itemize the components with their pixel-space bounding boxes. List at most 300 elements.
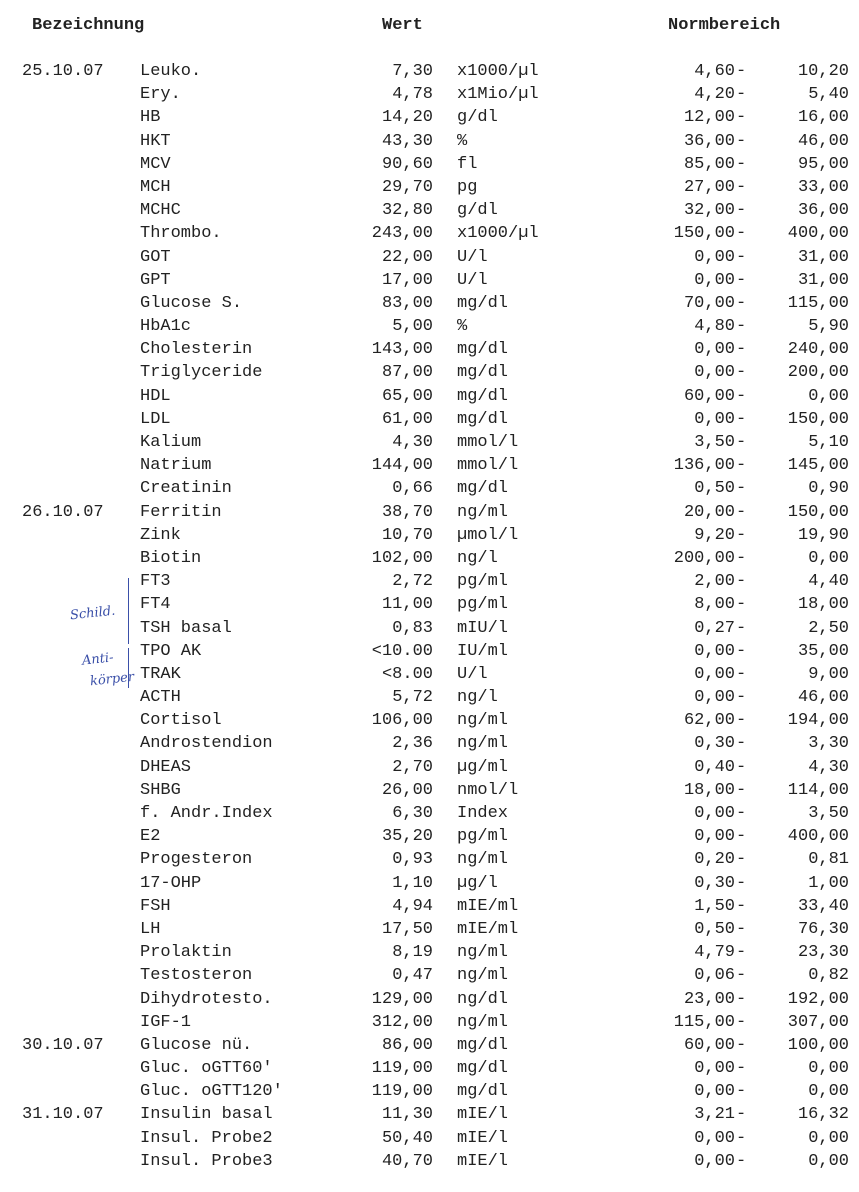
row-range-high: 400,00 [787, 827, 849, 847]
row-range-high: 150,00 [787, 409, 849, 429]
table-row [0, 779, 859, 802]
row-range-low: 0,00 [694, 363, 735, 383]
row-range-low: 0,00 [694, 827, 735, 847]
row-range-separator: - [736, 1151, 747, 1171]
row-unit: mg/dl [457, 340, 509, 360]
row-value: 17,50 [381, 919, 433, 939]
row-unit: mIU/l [457, 618, 509, 638]
row-unit: fl [457, 154, 478, 174]
row-range-high: 307,00 [787, 1012, 849, 1032]
row-range-low: 1,50 [694, 896, 735, 916]
table-row [0, 130, 859, 153]
table-row [0, 408, 859, 431]
row-name: Creatinin [140, 479, 232, 499]
row-unit: ng/ml [457, 1012, 509, 1032]
table-row [0, 269, 859, 292]
row-value: 22,00 [381, 247, 433, 267]
handwritten-bracket-thyroid [128, 578, 129, 644]
table-row [0, 454, 859, 477]
table-row [0, 524, 859, 547]
row-value: 11,00 [381, 595, 433, 615]
row-range-separator: - [736, 572, 747, 592]
row-unit: mg/dl [457, 1059, 509, 1079]
row-range-low: 0,20 [694, 850, 735, 870]
row-value: <8.00 [381, 664, 433, 684]
row-range-low: 32,00 [683, 201, 735, 221]
header-name: Bezeichnung [32, 16, 145, 35]
row-range-high: 0,00 [808, 548, 849, 568]
row-range-separator: - [736, 873, 747, 893]
row-name: HbA1c [140, 317, 192, 337]
row-name: Cortisol [140, 711, 222, 731]
row-range-high: 4,40 [808, 572, 849, 592]
row-range-separator: - [736, 548, 747, 568]
row-range-low: 0,27 [694, 618, 735, 638]
row-range-separator: - [736, 293, 747, 313]
row-range-low: 60,00 [683, 386, 735, 406]
row-value: 129,00 [371, 989, 433, 1009]
row-range-separator: - [736, 688, 747, 708]
row-range-high: 3,50 [808, 804, 849, 823]
row-unit: U/l [457, 270, 488, 290]
row-range-low: 4,20 [694, 85, 735, 105]
row-range-low: 0,30 [694, 734, 735, 754]
row-name: TSH basal [140, 618, 232, 638]
row-range-separator: - [736, 270, 747, 290]
header-range: Normbereich [668, 16, 781, 35]
table-row [0, 1034, 859, 1057]
row-unit: ng/l [457, 548, 498, 568]
row-range-high: 2,50 [808, 618, 849, 638]
row-range-separator: - [736, 108, 747, 128]
table-row [0, 106, 859, 129]
table-row [0, 941, 859, 964]
row-unit: mmol/l [457, 456, 519, 476]
row-unit: mIE/l [457, 1105, 509, 1125]
table-row [0, 872, 859, 895]
row-value: 14,20 [381, 108, 433, 128]
row-range-low: 27,00 [683, 177, 735, 197]
row-name: SHBG [140, 780, 181, 800]
row-name: MCHC [140, 201, 181, 221]
row-range-low: 8,00 [694, 595, 735, 615]
row-value: 8,19 [392, 943, 433, 963]
row-name: HDL [140, 386, 171, 406]
row-value: 106,00 [371, 711, 433, 731]
row-range-separator: - [736, 618, 747, 638]
row-unit: mIE/l [457, 1151, 509, 1171]
row-range-low: 200,00 [673, 548, 735, 568]
row-range-separator: - [736, 62, 747, 81]
table-row [0, 709, 859, 732]
row-unit: pg/ml [457, 572, 509, 592]
row-value: 65,00 [381, 386, 433, 406]
row-unit: ng/ml [457, 966, 509, 986]
row-range-separator: - [736, 1082, 747, 1102]
row-unit: µmol/l [457, 525, 519, 545]
row-name: FT3 [140, 572, 171, 592]
row-range-low: 0,06 [694, 966, 735, 986]
row-range-high: 0,90 [808, 479, 849, 499]
row-range-separator: - [736, 966, 747, 986]
table-row [0, 83, 859, 106]
row-unit: mmol/l [457, 433, 519, 452]
row-name: Glucose S. [140, 293, 243, 313]
row-range-high: 16,32 [797, 1105, 849, 1125]
row-range-low: 0,40 [694, 757, 735, 777]
row-name: Progesteron [140, 850, 253, 870]
row-range-high: 36,00 [797, 201, 849, 221]
row-range-low: 3,50 [694, 433, 735, 452]
row-value: 7,30 [392, 62, 433, 81]
row-range-high: 115,00 [787, 293, 849, 313]
table-row [0, 732, 859, 755]
row-range-separator: - [736, 780, 747, 800]
table-row [0, 1011, 859, 1034]
row-range-high: 0,00 [808, 1128, 849, 1148]
row-value: 40,70 [381, 1151, 433, 1171]
row-range-separator: - [736, 1035, 747, 1055]
row-value: 10,70 [381, 525, 433, 545]
row-value: 4,30 [392, 433, 433, 452]
row-range-separator: - [736, 1012, 747, 1032]
row-unit: mg/dl [457, 363, 509, 383]
row-range-high: 200,00 [787, 363, 849, 383]
row-range-high: 192,00 [787, 989, 849, 1009]
row-name: IGF-1 [140, 1012, 192, 1032]
row-value: 243,00 [371, 224, 433, 244]
row-range-low: 18,00 [683, 780, 735, 800]
row-unit: mg/dl [457, 1082, 509, 1102]
handwritten-note-antibody-2: körper [89, 669, 135, 690]
row-range-high: 400,00 [787, 224, 849, 244]
row-name: Triglyceride [140, 363, 263, 383]
table-row [0, 222, 859, 245]
table-row [0, 825, 859, 848]
row-range-separator: - [736, 711, 747, 731]
table-row [0, 431, 859, 454]
table-row [0, 361, 859, 384]
row-range-separator: - [736, 502, 747, 522]
row-range-separator: - [736, 850, 747, 870]
row-date: 30.10.07 [22, 1035, 104, 1055]
row-name: Ery. [140, 85, 181, 105]
table-row [0, 246, 859, 269]
row-range-low: 70,00 [683, 293, 735, 313]
row-value: 90,60 [381, 154, 433, 174]
table-row [0, 756, 859, 779]
row-value: 83,00 [381, 293, 433, 313]
row-range-separator: - [736, 340, 747, 360]
row-name: Gluc. oGTT60' [140, 1059, 273, 1079]
row-range-separator: - [736, 734, 747, 754]
row-name: Kalium [140, 433, 202, 452]
row-unit: ng/ml [457, 734, 509, 754]
row-range-separator: - [736, 1105, 747, 1125]
row-range-low: 0,00 [694, 247, 735, 267]
row-range-low: 62,00 [683, 711, 735, 731]
row-range-separator: - [736, 154, 747, 174]
row-name: Ferritin [140, 502, 222, 522]
row-name: Insul. Probe2 [140, 1128, 273, 1148]
row-range-low: 0,00 [694, 340, 735, 360]
row-range-low: 150,00 [673, 224, 735, 244]
table-row [0, 686, 859, 709]
row-unit: x1Mio/µl [457, 85, 539, 105]
row-value: 86,00 [381, 1035, 433, 1055]
row-range-high: 145,00 [787, 456, 849, 476]
row-range-high: 0,00 [808, 1059, 849, 1079]
row-range-separator: - [736, 363, 747, 383]
row-name: 17-OHP [140, 873, 202, 893]
row-range-high: 76,30 [797, 919, 849, 939]
row-range-high: 16,00 [797, 108, 849, 128]
row-name: Insul. Probe3 [140, 1151, 273, 1171]
row-value: 26,00 [381, 780, 433, 800]
table-row [0, 501, 859, 524]
row-range-separator: - [736, 247, 747, 267]
table-row [0, 1080, 859, 1103]
row-name: MCH [140, 177, 171, 197]
row-value: 0,93 [392, 850, 433, 870]
table-row [0, 918, 859, 941]
row-name: E2 [140, 827, 161, 847]
row-name: Androstendion [140, 734, 273, 754]
row-name: HB [140, 108, 161, 128]
row-unit: mg/dl [457, 386, 509, 406]
row-range-separator: - [736, 525, 747, 545]
row-unit: pg/ml [457, 827, 509, 847]
row-name: FT4 [140, 595, 171, 615]
row-range-high: 31,00 [797, 270, 849, 290]
row-range-high: 0,00 [808, 386, 849, 406]
row-unit: mg/dl [457, 409, 509, 429]
row-value: 1,10 [392, 873, 433, 893]
table-row [0, 60, 859, 83]
row-name: GPT [140, 270, 171, 290]
table-row [0, 315, 859, 338]
row-range-high: 46,00 [797, 688, 849, 708]
row-range-high: 5,40 [808, 85, 849, 105]
row-range-low: 9,20 [694, 525, 735, 545]
row-unit: ng/ml [457, 711, 509, 731]
row-range-low: 0,00 [694, 1151, 735, 1171]
row-value: 29,70 [381, 177, 433, 197]
table-row [0, 199, 859, 222]
table-row [0, 292, 859, 315]
row-unit: ng/ml [457, 850, 509, 870]
row-range-high: 10,20 [797, 62, 849, 81]
table-row [0, 385, 859, 408]
row-unit: IU/ml [457, 641, 509, 661]
row-unit: x1000/µl [457, 224, 539, 244]
row-unit: µg/l [457, 873, 498, 893]
row-name: Glucose nü. [140, 1035, 253, 1055]
row-range-high: 0,82 [808, 966, 849, 986]
row-date: 25.10.07 [22, 62, 104, 81]
table-row [0, 895, 859, 918]
row-range-separator: - [736, 85, 747, 105]
row-range-high: 4,30 [808, 757, 849, 777]
row-range-separator: - [736, 433, 747, 452]
row-name: Thrombo. [140, 224, 222, 244]
row-unit: ng/l [457, 688, 498, 708]
row-range-high: 18,00 [797, 595, 849, 615]
row-value: 5,72 [392, 688, 433, 708]
row-range-high: 23,30 [797, 943, 849, 963]
row-value: 38,70 [381, 502, 433, 522]
row-range-high: 194,00 [787, 711, 849, 731]
row-value: 6,30 [392, 804, 433, 823]
row-value: 0,47 [392, 966, 433, 986]
row-name: MCV [140, 154, 171, 174]
row-range-separator: - [736, 664, 747, 684]
row-range-low: 0,00 [694, 804, 735, 823]
row-name: LDL [140, 409, 171, 429]
row-range-high: 33,40 [797, 896, 849, 916]
row-range-separator: - [736, 131, 747, 151]
row-unit: ng/ml [457, 502, 509, 522]
row-name: Insulin basal [140, 1105, 273, 1125]
table-row [0, 802, 859, 825]
row-range-low: 2,00 [694, 572, 735, 592]
row-name: Testosteron [140, 966, 253, 986]
table-row [0, 848, 859, 871]
row-range-low: 0,00 [694, 641, 735, 661]
row-range-low: 3,21 [694, 1105, 735, 1125]
row-unit: x1000/µl [457, 62, 539, 81]
row-value: 43,30 [381, 131, 433, 151]
row-range-separator: - [736, 827, 747, 847]
row-unit: mg/dl [457, 479, 509, 499]
row-range-high: 35,00 [797, 641, 849, 661]
row-range-separator: - [736, 177, 747, 197]
row-value: 5,00 [392, 317, 433, 337]
row-name: Cholesterin [140, 340, 253, 360]
row-name: f. Andr.Index [140, 804, 273, 823]
row-range-low: 4,80 [694, 317, 735, 337]
row-range-low: 85,00 [683, 154, 735, 174]
row-unit: g/dl [457, 201, 498, 221]
row-range-low: 0,00 [694, 270, 735, 290]
row-range-separator: - [736, 896, 747, 916]
row-unit: U/l [457, 664, 488, 684]
row-range-separator: - [736, 317, 747, 337]
row-name: Natrium [140, 456, 212, 476]
table-row [0, 547, 859, 570]
row-value: 4,78 [392, 85, 433, 105]
row-name: FSH [140, 896, 171, 916]
row-range-separator: - [736, 804, 747, 823]
row-name: DHEAS [140, 757, 192, 777]
row-value: 61,00 [381, 409, 433, 429]
row-unit: mg/dl [457, 1035, 509, 1055]
table-row [0, 1150, 859, 1173]
table-row [0, 1127, 859, 1150]
row-range-low: 12,00 [683, 108, 735, 128]
row-date: 31.10.07 [22, 1105, 104, 1125]
row-range-low: 0,00 [694, 409, 735, 429]
row-range-low: 0,00 [694, 664, 735, 684]
row-range-separator: - [736, 989, 747, 1009]
row-value: 50,40 [381, 1128, 433, 1148]
row-range-high: 0,00 [808, 1151, 849, 1171]
row-range-separator: - [736, 409, 747, 429]
row-range-low: 4,79 [694, 943, 735, 963]
row-unit: µg/ml [457, 757, 509, 777]
row-range-high: 95,00 [797, 154, 849, 174]
row-unit: g/dl [457, 108, 498, 128]
row-value: 119,00 [371, 1082, 433, 1102]
row-range-separator: - [736, 201, 747, 221]
row-range-low: 20,00 [683, 502, 735, 522]
row-range-high: 3,30 [808, 734, 849, 754]
row-value: 143,00 [371, 340, 433, 360]
row-name: HKT [140, 131, 171, 151]
row-range-low: 0,00 [694, 1128, 735, 1148]
row-range-low: 23,00 [683, 989, 735, 1009]
row-value: 17,00 [381, 270, 433, 290]
row-range-low: 0,00 [694, 1059, 735, 1079]
row-value: 2,70 [392, 757, 433, 777]
row-name: Gluc. oGTT120' [140, 1082, 283, 1102]
handwritten-note-antibody-1: Anti- [81, 650, 115, 669]
row-value: 312,00 [371, 1012, 433, 1032]
row-unit: % [457, 131, 468, 151]
row-range-separator: - [736, 919, 747, 939]
row-name: LH [140, 919, 161, 939]
table-header [0, 16, 859, 42]
row-date: 26.10.07 [22, 502, 104, 522]
row-unit: mg/dl [457, 293, 509, 313]
row-value: 0,83 [392, 618, 433, 638]
row-value: 4,94 [392, 896, 433, 916]
row-range-low: 0,00 [694, 688, 735, 708]
row-range-separator: - [736, 757, 747, 777]
row-unit: mIE/ml [457, 919, 519, 939]
row-range-separator: - [736, 943, 747, 963]
row-unit: pg/ml [457, 595, 509, 615]
table-row [0, 1057, 859, 1080]
row-unit: mIE/ml [457, 896, 519, 916]
row-range-low: 0,30 [694, 873, 735, 893]
row-range-high: 100,00 [787, 1035, 849, 1055]
row-value: 144,00 [371, 456, 433, 476]
row-name: TRAK [140, 664, 181, 684]
row-name: Prolaktin [140, 943, 232, 963]
row-range-low: 4,60 [694, 62, 735, 81]
row-unit: mIE/l [457, 1128, 509, 1148]
row-range-low: 0,50 [694, 479, 735, 499]
row-range-high: 1,00 [808, 873, 849, 893]
row-range-low: 0,50 [694, 919, 735, 939]
row-range-high: 19,90 [797, 525, 849, 545]
row-value: 32,80 [381, 201, 433, 221]
row-range-high: 240,00 [787, 340, 849, 360]
row-range-high: 5,10 [808, 433, 849, 452]
row-range-separator: - [736, 479, 747, 499]
row-range-low: 115,00 [673, 1012, 735, 1032]
table-row [0, 477, 859, 500]
row-range-separator: - [736, 1128, 747, 1148]
header-value: Wert [382, 16, 423, 35]
row-range-high: 114,00 [787, 780, 849, 800]
row-range-separator: - [736, 386, 747, 406]
table-row [0, 964, 859, 987]
row-range-low: 136,00 [673, 456, 735, 476]
row-name: Biotin [140, 548, 202, 568]
row-range-separator: - [736, 641, 747, 661]
